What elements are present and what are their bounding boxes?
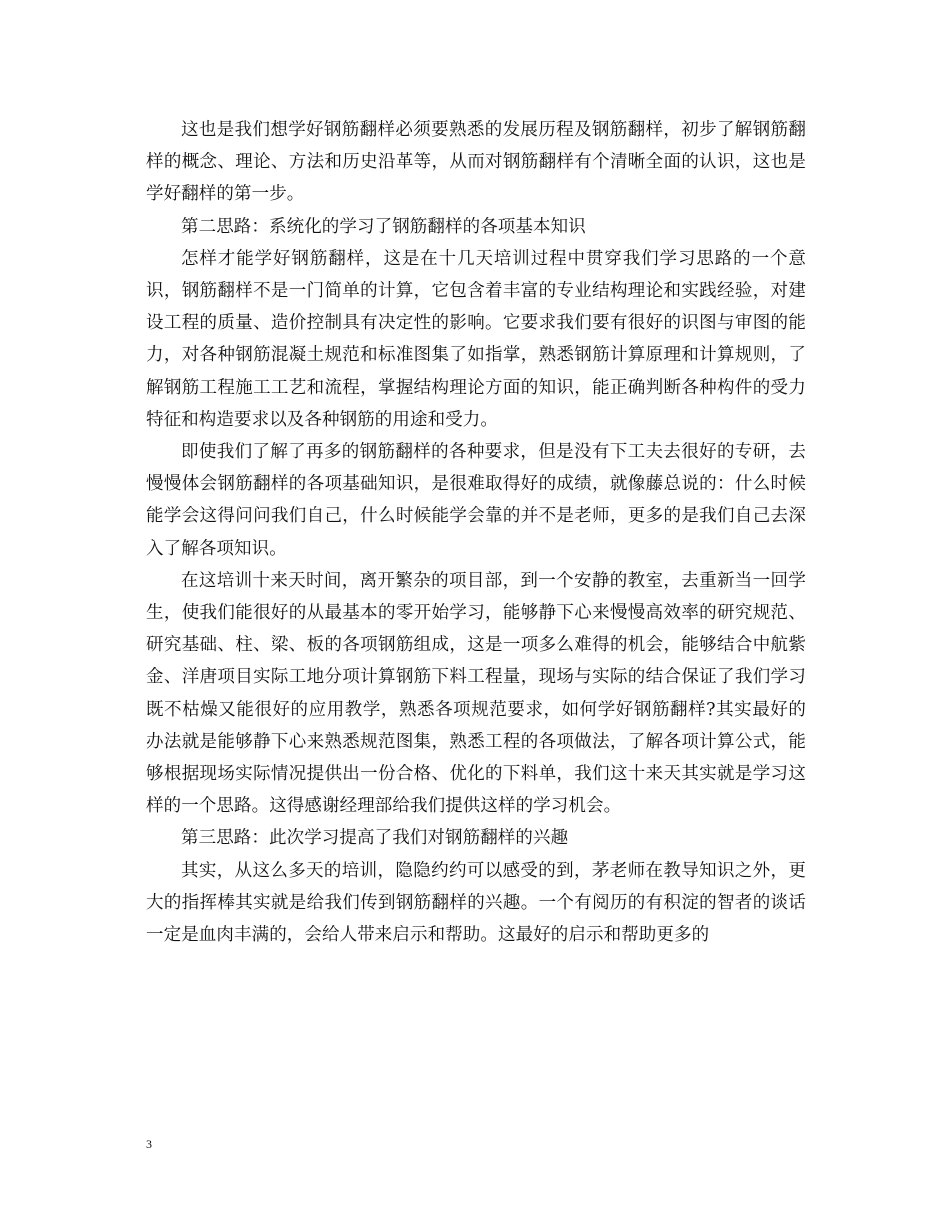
section-heading-third-approach: 第三思路：此次学习提高了我们对钢筋翻样的兴趣 (181, 828, 569, 849)
paragraph: 即使我们了解了再多的钢筋翻样的各种要求，但是没有下工夫去很好的专研，去慢慢体会钢筋翻样的各项基础知识，是很难取得好的成绩，就像藤总说的：什么时候能学会这得问问我们自己，什么时候能学会靠的并不是老师，更多的是我们自己去深入了解各项知识。 (146, 442, 806, 559)
section-heading-second-approach: 第二思路：系统化的学习了钢筋翻样的各项基本知识 (181, 216, 586, 237)
paragraph: 其实，从这么多天的培训，隐隐约约可以感受的到，茅老师在教导知识之外，更大的指挥棒其实就是给我们传到钢筋翻样的兴趣。一个有阅历的有积淀的智者的谈话一定是血肉丰满的，会给人带来启示和帮助。这最好的启示和帮助更多的 (146, 860, 806, 946)
paragraph: 怎样才能学好钢筋翻样，这是在十几天培训过程中贯穿我们学习思路的一个意识，钢筋翻样不是一门简单的计算，它包含着丰富的专业结构理论和实践经验，对建设工程的质量、造价控制具有决定性的影响。它要求我们要有很好的识图与审图的能力，对各种钢筋混凝土规范和标准图集了如指掌，熟悉钢筋计算原理和计算规则，了解钢筋工程施工工艺和流程，掌握结构理论方面的知识，能正确判断各种构件的受力特征和构造要求以及各种钢筋的用途和受力。 (146, 248, 806, 430)
body-text (146, 114, 806, 951)
page-number: 3 (146, 1137, 152, 1151)
paragraph: 在这培训十来天时间，离开繁杂的项目部，到一个安静的教室，去重新当一回学生，使我们能很好的从最基本的零开始学习，能够静下心来慢慢高效率的研究规范、研究基础、柱、梁、板的各项钢筋组成，这是一项多么难得的机会，能够结合中航紫金、洋唐项目实际工地分项计算钢筋下料工程量，现场与实际的结合保证了我们学习既不枯燥又能很好的应用教学，熟悉各项规范要求，如何学好钢筋翻样?其实最好的办法就是能够静下心来熟悉规范图集，熟悉工程的各项做法，了解各项计算公式，能够根据现场实际情况提供出一份合格、优化的下料单，我们这十来天其实就是学习这样的一个思路。这得感谢经理部给我们提供这样的学习机会。 (146, 570, 806, 817)
paragraph: 这也是我们想学好钢筋翻样必须要熟悉的发展历程及钢筋翻样，初步了解钢筋翻样的概念、理论、方法和历史沿革等，从而对钢筋翻样有个清晰全面的认识，这也是学好翻样的第一步。 (146, 120, 806, 205)
